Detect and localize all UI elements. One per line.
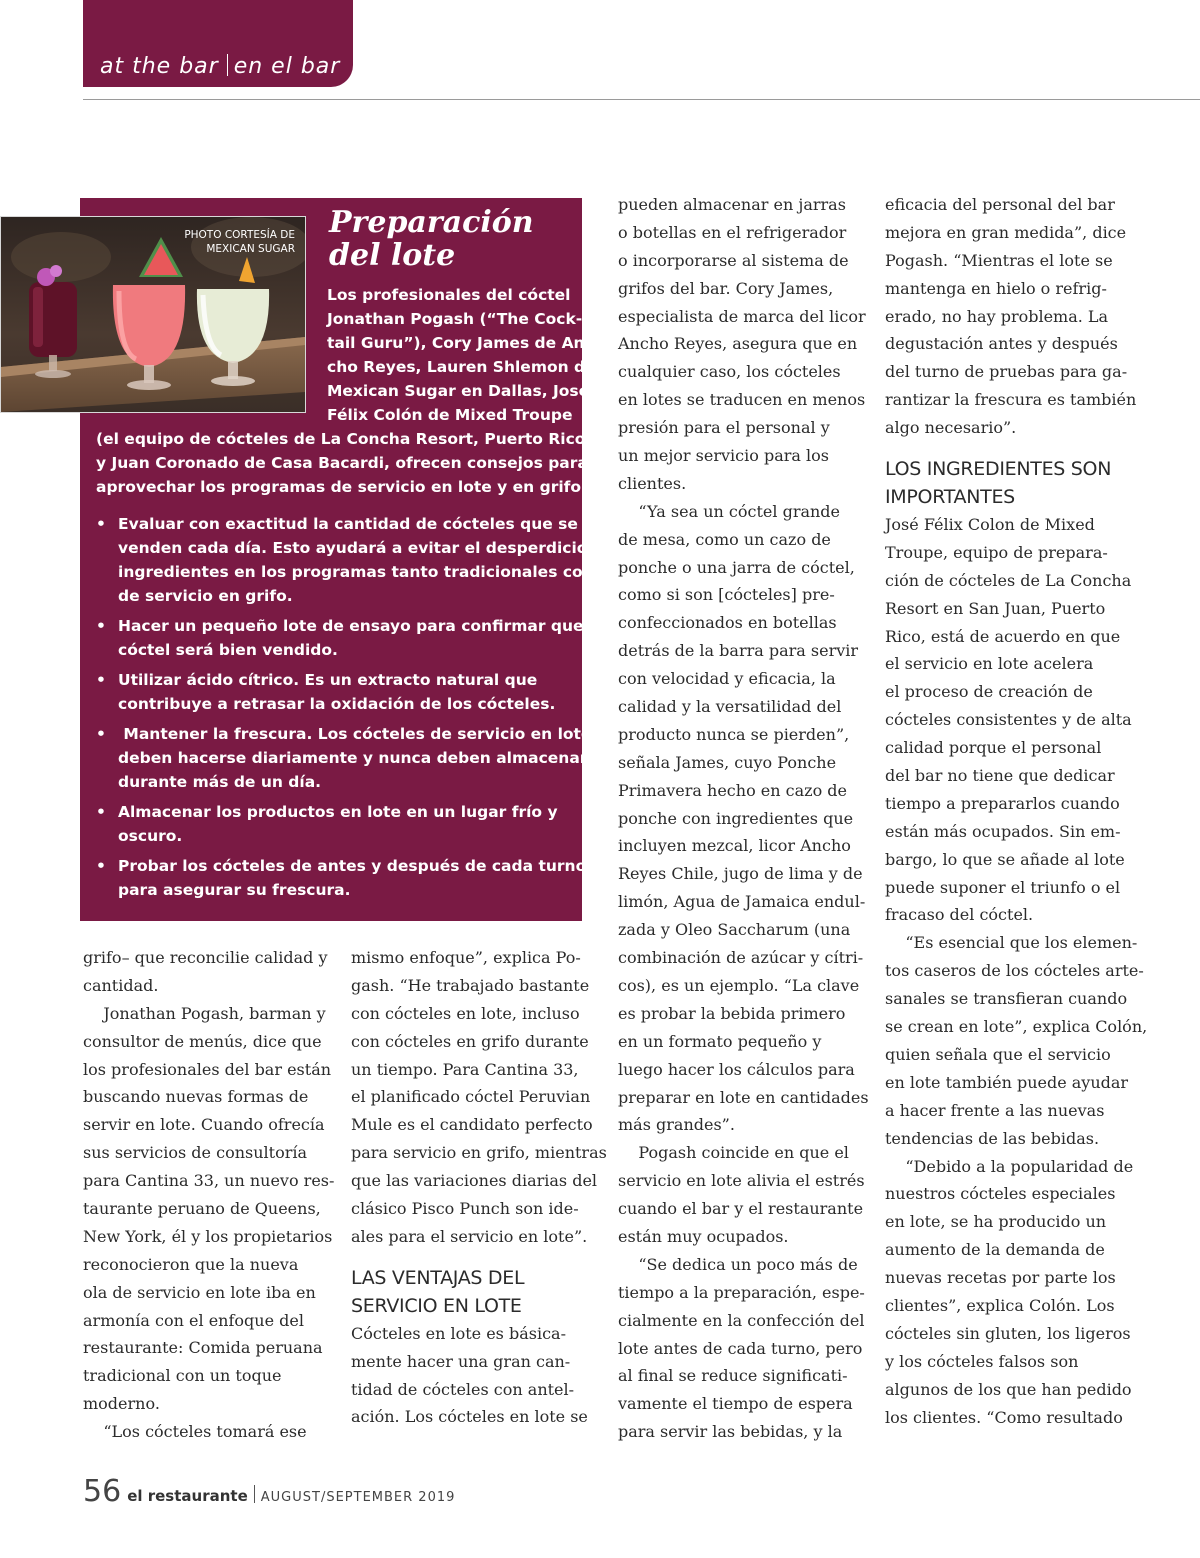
article-column-1 [83, 944, 335, 1446]
body-line: Primavera hecho en cazo de [618, 780, 847, 800]
body-line: restaurante: Comida peruana [83, 1338, 323, 1358]
body-line: es probar la bebida primero [618, 1003, 846, 1023]
body-line: en lote también puede ayudar [885, 1072, 1129, 1092]
sidebar-intro-line: y Juan Coronado de Casa Bacardi, ofrecen consejos para [96, 454, 588, 472]
body-line: cócteles consistentes y de alta [885, 710, 1132, 730]
article-column-2 [351, 944, 607, 1431]
tip-line: cóctel será bien vendido. [118, 641, 338, 659]
body-line: “Es esencial que los elemen- [885, 933, 1138, 953]
body-line: buscando nuevas formas de [83, 1087, 309, 1107]
tip-line: oscuro. [118, 827, 183, 845]
body-line: están muy ocupados. [618, 1226, 789, 1246]
body-line: los clientes. “Como resultado [885, 1407, 1123, 1427]
section-title-es: en el bar [233, 54, 341, 79]
body-line: el servicio en lote acelera [885, 654, 1094, 674]
tip-line: para asegurar su frescura. [118, 881, 351, 899]
body-line: detrás de la barra para servir [618, 641, 859, 661]
body-line: con cócteles en lote, incluso [351, 1003, 580, 1023]
body-line: algo necesario”. [885, 418, 1017, 438]
body-line: grifo– que reconcilie calidad y [83, 948, 328, 967]
tip-line: • Hacer un pequeño lote de ensayo para confirmar que el [118, 617, 605, 635]
tip-item [94, 512, 615, 608]
body-line: del bar no tiene que dedicar [885, 766, 1115, 786]
body-line: confeccionados en botellas [618, 613, 837, 633]
body-line: Resort en San Juan, Puerto [885, 598, 1106, 618]
sidebar-intro-line: (el equipo de cócteles de La Concha Resort, Puerto Rico) [96, 430, 593, 448]
body-line: cualquier caso, los cócteles [618, 362, 841, 382]
body-line: Jonathan Pogash, barman y [83, 1003, 326, 1023]
tip-line: • Probar los cócteles de antes y después de cada turno [118, 857, 587, 875]
body-line: preparar en lote en cantidades [618, 1087, 869, 1107]
body-line: Cócteles en lote es básica- [351, 1323, 566, 1343]
body-line: limón, Agua de Jamaica endul- [618, 892, 866, 912]
tip-item [94, 614, 605, 662]
body-line: tidad de cócteles con antel- [351, 1379, 575, 1399]
body-line: New York, él y los propietarios [83, 1226, 333, 1246]
tip-line: de servicio en grifo. [118, 587, 293, 605]
body-line: producto nunca se pierden”, [618, 724, 850, 744]
body-line: mejora en gran medida”, dice [885, 222, 1127, 242]
body-line: clientes”, explica Colón. Los [885, 1295, 1115, 1315]
sidebar-intro-line: aprovechar los programas de servicio en lote y en grifo. [96, 478, 587, 496]
sidebar-title [329, 206, 534, 272]
body-line: algunos de los que han pedido [885, 1379, 1132, 1399]
tip-line: venden cada día. Esto ayudará a evitar el desperdicio de [118, 539, 615, 557]
body-line: aumento de la demanda de [885, 1240, 1105, 1260]
body-line: o incorporarse al sistema de [618, 250, 849, 270]
body-line: los profesionales del bar están [83, 1059, 332, 1079]
sidebar-title-line: del lote [329, 238, 456, 273]
body-line: mantenga en hielo o refrig- [885, 278, 1107, 298]
body-line: ales para el servicio en lote”. [351, 1226, 588, 1246]
body-line: “Los cócteles tomará ese [83, 1422, 307, 1442]
body-line: Troupe, equipo de prepara- [885, 542, 1108, 562]
body-line: ponche con ingredientes que [618, 808, 854, 828]
sidebar-intro-line: tail Guru”), Cory James de An- [327, 334, 592, 352]
tip-line: • Almacenar los productos en lote en un lugar frío y [118, 803, 558, 821]
tips-list [94, 512, 615, 908]
body-line: con velocidad y eficacia, la [618, 669, 836, 689]
body-line: luego hacer los cálculos para [618, 1059, 855, 1079]
body-line: consultor de menús, dice que [83, 1031, 322, 1051]
body-line: armonía con el enfoque del [83, 1310, 304, 1330]
tip-line: • Evaluar con exactitud la cantidad de cócteles que se [118, 515, 578, 533]
body-line: vamente el tiempo de espera [618, 1394, 853, 1414]
body-line: Pogash. “Mientras el lote se [885, 250, 1113, 270]
body-line: y los cócteles falsos son [885, 1351, 1079, 1371]
body-line: ción de cócteles de La Concha [885, 570, 1132, 590]
subheading: LOS INGREDIENTES SON [885, 458, 1112, 481]
body-line: servicio en lote alivia el estrés [618, 1171, 865, 1191]
body-line: Mule es el candidato perfecto [351, 1115, 593, 1135]
body-line: José Félix Colon de Mixed [885, 515, 1095, 535]
body-line: cos), es un ejemplo. “La clave [618, 975, 860, 995]
photo-credit-line: PHOTO CORTESÍA DE [184, 229, 295, 241]
sidebar-intro-top [327, 283, 596, 427]
sidebar-intro-line: Los profesionales del cóctel [327, 286, 571, 304]
body-line: el proceso de creación de [885, 682, 1093, 702]
tip-line: • Utilizar ácido cítrico. Es un extracto natural que [118, 671, 538, 689]
tip-item [94, 668, 574, 716]
subheading: SERVICIO EN LOTE [351, 1294, 522, 1317]
body-line: clientes. [618, 473, 687, 493]
photo-credit [184, 228, 295, 256]
body-line: nuestros cócteles especiales [885, 1184, 1116, 1204]
tip-item [94, 722, 608, 794]
body-line: calidad y la versatilidad del [618, 697, 842, 717]
body-line: un tiempo. Para Cantina 33, [351, 1059, 579, 1079]
body-line: calidad porque el personal [885, 738, 1102, 758]
photo-credit-line: MEXICAN SUGAR [206, 243, 295, 255]
body-line: presión para el personal y [618, 418, 830, 438]
section-gap [885, 442, 1137, 455]
body-line: tiempo a la preparación, espe- [618, 1282, 865, 1302]
sidebar-title-line: Preparación [329, 205, 534, 240]
body-line: reconocieron que la nueva [83, 1254, 299, 1274]
body-line: sanales se transfieran cuando [885, 989, 1128, 1009]
body-line: Ancho Reyes, asegura que en [618, 334, 858, 354]
body-line: Pogash coincide en que el [618, 1143, 849, 1163]
body-line: un mejor servicio para los [618, 446, 829, 466]
body-line: puede suponer el triunfo o el [885, 877, 1121, 897]
body-line: “Ya sea un cóctel grande [618, 501, 841, 521]
body-line: para servir las bebidas, y la [618, 1422, 843, 1442]
body-line: están más ocupados. Sin em- [885, 821, 1121, 841]
body-line: ación. Los cócteles en lote se [351, 1407, 588, 1427]
sidebar-intro-bottom [96, 427, 593, 499]
body-line: “Debido a la popularidad de [885, 1156, 1134, 1176]
body-line: combinación de azúcar y cítri- [618, 948, 864, 968]
body-line: sus servicios de consultoría [83, 1143, 307, 1163]
body-line: ola de servicio en lote iba en [83, 1282, 316, 1302]
subheading: IMPORTANTES [885, 486, 1015, 509]
magazine-name: el restaurante [127, 1487, 248, 1505]
section-gap [351, 1251, 603, 1264]
body-line: en un formato pequeño y [618, 1031, 822, 1051]
body-line: pueden almacenar en jarras [618, 195, 846, 214]
body-line: grifos del bar. Cory James, [618, 278, 834, 298]
tip-line: ingredientes en los programas tanto tradicionales como [118, 563, 610, 581]
body-line: o botellas en el refrigerador [618, 222, 847, 242]
body-line: incluyen mezcal, licor Ancho [618, 836, 851, 856]
body-line: quien señala que el servicio [885, 1044, 1111, 1064]
body-line: para Cantina 33, un nuevo res- [83, 1171, 335, 1191]
body-line: con cócteles en grifo durante [351, 1031, 589, 1051]
section-title [100, 52, 340, 82]
body-line: señala James, cuyo Ponche [618, 752, 837, 772]
body-line: cantidad. [83, 975, 159, 995]
body-line: como si son [cócteles] pre- [618, 585, 835, 605]
sidebar-intro-line: cho Reyes, Lauren Shlemon de [327, 358, 596, 376]
tip-line: deben hacerse diariamente y nunca deben almacenarse [118, 749, 608, 767]
body-line: cialmente en la confección del [618, 1310, 865, 1330]
body-line: tiempo a prepararlos cuando [885, 793, 1120, 813]
body-line: mismo enfoque”, explica Po- [351, 948, 581, 967]
cocktail-photo [0, 216, 306, 413]
body-line: a hacer frente a las nuevas [885, 1100, 1105, 1120]
body-line: especialista de marca del licor [618, 306, 866, 326]
section-divider [227, 54, 228, 76]
body-line: al final se reduce significati- [618, 1366, 848, 1386]
sidebar-intro-line: Félix Colón de Mixed Troupe [327, 406, 573, 424]
body-line: moderno. [83, 1394, 160, 1414]
body-line: servir en lote. Cuando ofrecía [83, 1115, 325, 1135]
sidebar-intro-line: Mexican Sugar en Dallas, José [327, 382, 590, 400]
body-line: erado, no hay problema. La [885, 306, 1109, 326]
body-line: cócteles sin gluten, los ligeros [885, 1323, 1131, 1343]
tip-item [94, 800, 574, 848]
page-footer [83, 1474, 455, 1509]
body-line: “Se dedica un poco más de [618, 1254, 858, 1274]
body-line: bargo, lo que se añade al lote [885, 849, 1125, 869]
tip-item [94, 854, 587, 902]
body-line: mente hacer una gran can- [351, 1351, 571, 1371]
tip-line: contribuye a retrasar la oxidación de los cócteles. [118, 695, 556, 713]
page-number: 56 [83, 1474, 122, 1509]
body-line: taurante peruano de Queens, [83, 1199, 321, 1219]
body-line: tendencias de las bebidas. [885, 1128, 1100, 1148]
sidebar-intro-line: Jonathan Pogash (“The Cock- [327, 310, 583, 328]
body-line: para servicio en grifo, mientras [351, 1143, 607, 1163]
body-line: rantizar la frescura es también [885, 390, 1137, 410]
body-line: cuando el bar y el restaurante [618, 1199, 864, 1219]
body-line: que las variaciones diarias del [351, 1171, 598, 1191]
article-column-4 [885, 191, 1148, 1431]
body-line: tos caseros de los cócteles arte- [885, 961, 1144, 981]
body-line: Reyes Chile, jugo de lima y de [618, 864, 863, 884]
body-line: Rico, está de acuerdo en que [885, 626, 1121, 646]
body-line: eficacia del personal del bar [885, 195, 1115, 214]
body-line: clásico Pisco Punch son ide- [351, 1199, 579, 1219]
body-line: ponche o una jarra de cóctel, [618, 557, 855, 577]
body-line: del turno de pruebas para ga- [885, 362, 1128, 382]
body-line: degustación antes y después [885, 334, 1118, 354]
body-line: en lote, se ha producido un [885, 1212, 1107, 1232]
article-column-3 [618, 191, 870, 1446]
body-line: se crean en lote”, explica Colón, [885, 1017, 1148, 1037]
body-line: de mesa, como un cazo de [618, 529, 831, 549]
section-title-en: at the bar [100, 54, 219, 79]
body-line: nuevas recetas por parte los [885, 1268, 1116, 1288]
body-line: más grandes”. [618, 1115, 735, 1135]
body-line: gash. “He trabajado bastante [351, 975, 590, 995]
tip-line: • Mantener la frescura. Los cócteles de servicio en lote [118, 725, 592, 743]
body-line: lote antes de cada turno, pero [618, 1338, 863, 1358]
body-line: fracaso del cóctel. [885, 905, 1034, 925]
body-line: el planificado cóctel Peruvian [351, 1087, 591, 1107]
body-line: zada y Oleo Saccharum (una [618, 920, 851, 940]
subheading: LAS VENTAJAS DEL [351, 1266, 525, 1289]
header-rule [83, 99, 1200, 100]
body-line: en lotes se traducen en menos [618, 390, 866, 410]
footer-divider [254, 1485, 255, 1503]
body-line: tradicional con un toque [83, 1366, 282, 1386]
tip-line: durante más de un día. [118, 773, 322, 791]
issue-date: AUGUST/SEPTEMBER 2019 [260, 1490, 456, 1505]
